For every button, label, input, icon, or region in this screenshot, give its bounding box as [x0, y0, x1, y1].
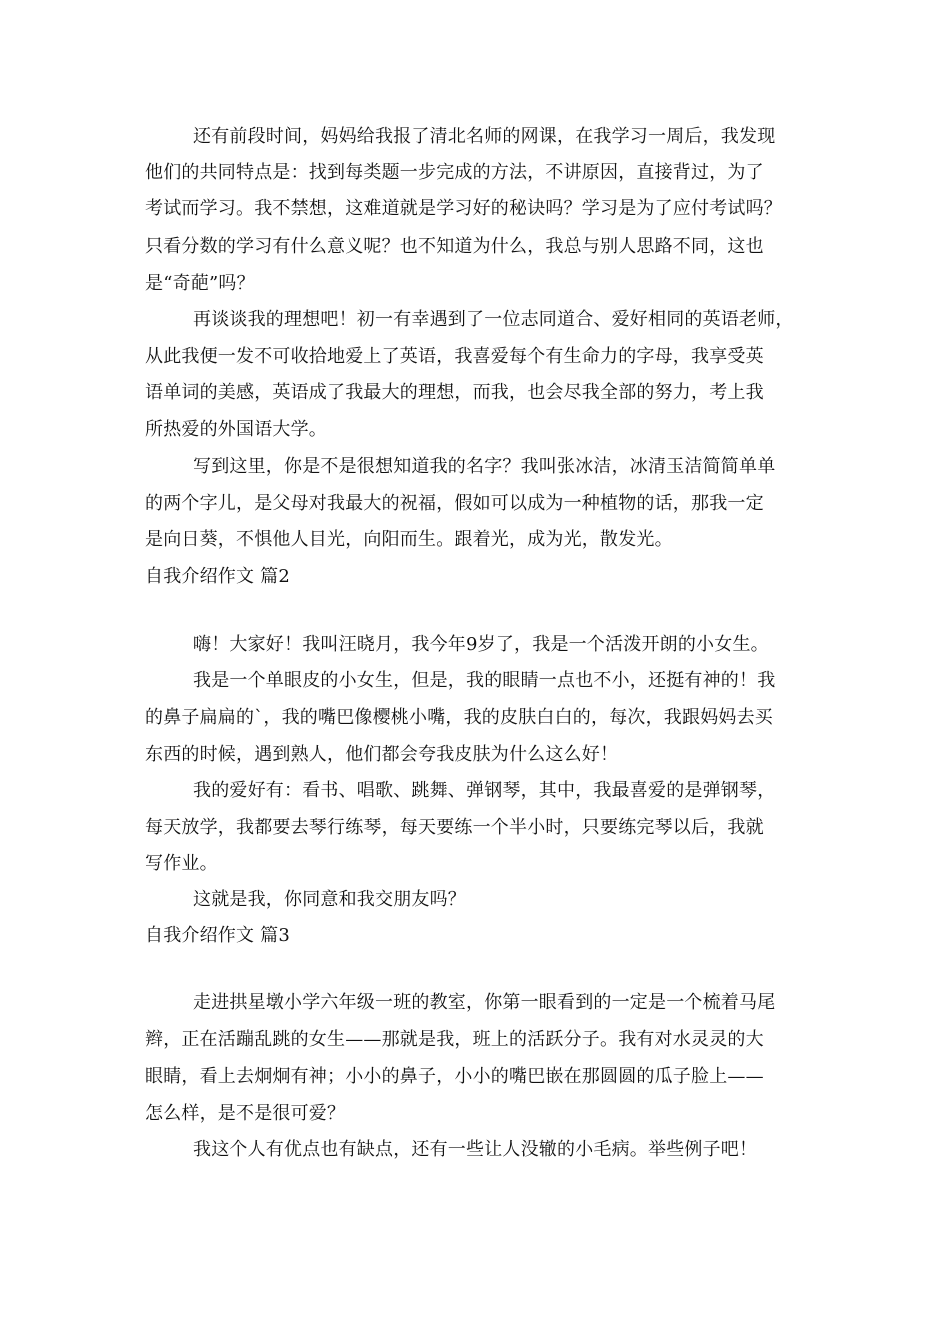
section-heading: 自我介绍作文 篇3: [145, 925, 290, 946]
paragraph-line: 我的爱好有：看书、唱歌、跳舞、弹钢琴，其中，我最喜爱的是弹钢琴，: [193, 780, 776, 801]
paragraph-line: 他们的共同特点是：找到每类题一步完成的方法，不讲原因，直接背过，为了: [145, 162, 764, 183]
paragraph-line: 辫，正在活蹦乱跳的女生——那就是我，班上的活跃分子。我有对水灵灵的大: [145, 1029, 764, 1050]
paragraph-line: 眼睛，看上去炯炯有神；小小的鼻子，小小的嘴巴嵌在那圆圆的瓜子脸上——: [145, 1066, 764, 1087]
paragraph-line: 考试而学习。我不禁想，这难道就是学习好的秘诀吗？学习是为了应付考试吗？: [145, 198, 782, 219]
paragraph-line: 是“奇葩”吗？: [145, 273, 255, 294]
section-heading: 自我介绍作文 篇2: [145, 566, 290, 587]
paragraph-line: 东西的时候，遇到熟人，他们都会夸我皮肤为什么这么好！: [145, 744, 619, 765]
paragraph-line: 怎么样，是不是很可爱？: [145, 1103, 346, 1124]
paragraph-line: 每天放学，我都要去琴行练琴，每天要练一个半小时，只要练完琴以后，我就: [145, 817, 764, 838]
paragraph-line: 走进拱星墩小学六年级一班的教室，你第一眼看到的一定是一个梳着马尾: [193, 992, 776, 1013]
paragraph-line: 是向日葵，不惧他人目光，向阳而生。跟着光，成为光，散发光。: [145, 529, 673, 550]
paragraph-line: 再谈谈我的理想吧！初一有幸遇到了一位志同道合、爱好相同的英语老师，: [193, 309, 794, 330]
paragraph-line: 我这个人有优点也有缺点，还有一些让人没辙的小毛病。举些例子吧！: [193, 1139, 758, 1160]
paragraph-line: 从此我便一发不可收拾地爱上了英语，我喜爱每个有生命力的字母，我享受英: [145, 346, 764, 367]
paragraph-line: 写到这里，你是不是很想知道我的名字？我叫张冰洁，冰清玉洁简简单单: [193, 456, 776, 477]
paragraph-line: 只看分数的学习有什么意义呢？也不知道为什么，我总与别人思路不同，这也: [145, 236, 764, 257]
paragraph-line: 语单词的美感，英语成了我最大的理想，而我，也会尽我全部的努力，考上我: [145, 382, 764, 403]
paragraph-line: 的鼻子扁扁的`，我的嘴巴像樱桃小嘴，我的皮肤白白的，每次，我跟妈妈去买: [145, 707, 773, 728]
paragraph-line: 嗨！大家好！我叫汪晓月，我今年9岁了，我是一个活泼开朗的小女生。: [193, 634, 769, 655]
paragraph-line: 的两个字儿，是父母对我最大的祝福，假如可以成为一种植物的话，那我一定: [145, 493, 764, 514]
paragraph-line: 这就是我，你同意和我交朋友吗？: [193, 889, 466, 910]
paragraph-line: 写作业。: [145, 853, 218, 874]
paragraph-line: 我是一个单眼皮的小女生，但是，我的眼睛一点也不小，还挺有神的！我: [193, 670, 776, 691]
paragraph-line: 所热爱的外国语大学。: [145, 419, 327, 440]
paragraph-line: 还有前段时间，妈妈给我报了清北名师的网课，在我学习一周后，我发现: [193, 126, 776, 147]
